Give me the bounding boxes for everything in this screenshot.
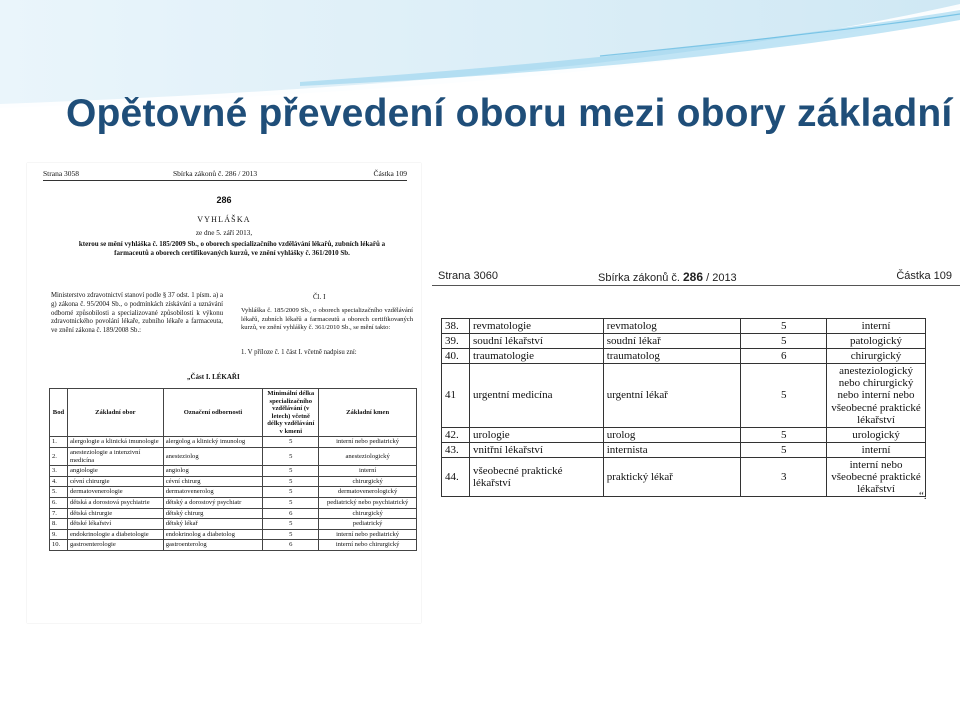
left-cell-delka: 5 <box>263 519 319 530</box>
left-cell-bod: 7. <box>50 508 68 519</box>
right-cell-bod: 41 <box>442 364 470 427</box>
right-cell-delka: 5 <box>741 364 827 427</box>
table-row <box>50 497 417 508</box>
left-th-bod: Bod <box>50 389 68 437</box>
table-row <box>442 334 926 349</box>
left-th-delka: Minimální délka specializačního vzdělávání (v letech) včetně délky vzdělávání v kmeni <box>263 389 319 437</box>
table-row <box>50 476 417 487</box>
left-doc-subtitle: kterou se mění vyhláška č. 185/2009 Sb., o oborech specializačního vzdělávání lékařů, zubních lékařů a farmaceutů a oborech certifikovaných kurzů, ve znění vyhlášky č. 361/2010 Sb. <box>78 240 386 258</box>
table-row <box>50 508 417 519</box>
right-doc-closing-quote: “. <box>919 490 927 502</box>
table-row <box>50 519 417 530</box>
left-cell-delka: 6 <box>263 508 319 519</box>
left-cell-kmen: anesteziologický <box>319 448 417 466</box>
left-cell-odbornost: endokrinolog a diabetolog <box>163 529 263 540</box>
left-cell-bod: 5. <box>50 487 68 498</box>
left-cell-kmen: pediatrický nebo psychiatrický <box>319 497 417 508</box>
right-cell-delka: 5 <box>741 442 827 457</box>
left-table-header-row <box>50 389 417 437</box>
left-cell-kmen: chirurgický <box>319 508 417 519</box>
slide-title: Opětovné převedení oboru mezi obory základní <box>66 92 953 135</box>
right-cell-delka: 3 <box>741 457 827 496</box>
left-cell-kmen: interní <box>319 466 417 477</box>
right-cell-odbornost: revmatolog <box>603 319 741 334</box>
left-cell-odbornost: angiolog <box>163 466 263 477</box>
right-doc-part: Částka 109 <box>896 270 952 282</box>
right-cell-odbornost: soudní lékař <box>603 334 741 349</box>
left-cell-kmen: interní nebo chirurgický <box>319 540 417 551</box>
table-row <box>442 319 926 334</box>
left-doc-intro: Ministerstvo zdravotnictví stanoví podle § 37 odst. 1 písm. a) a g) zákona č. 95/2004 Sb., o podmínkách získávání a uznávání odborné způsobilosti a specializované způsobilosti k výkonu zdravotnického povolání lékaře, zubního lékaře a farmaceuta, ve znění zákona č. 189/2008 Sb.: <box>51 292 223 335</box>
left-cell-obor: angiologie <box>67 466 163 477</box>
left-doc-part-label: „Část I. LÉKAŘI <box>187 373 240 381</box>
left-cell-odbornost: dětský a dorostový psychiatr <box>163 497 263 508</box>
table-row <box>442 427 926 442</box>
header-swoosh-decoration <box>0 0 960 160</box>
left-doc-date: ze dne 5. září 2013, <box>195 229 253 237</box>
left-cell-kmen: pediatrický <box>319 519 417 530</box>
right-doc-year: / 2013 <box>706 272 737 284</box>
right-cell-obor: traumatologie <box>469 349 603 364</box>
table-row <box>442 442 926 457</box>
right-cell-kmen: urologický <box>827 427 926 442</box>
left-cell-odbornost: dětský chirurg <box>163 508 263 519</box>
right-cell-bod: 38. <box>442 319 470 334</box>
right-cell-delka: 5 <box>741 334 827 349</box>
left-cell-bod: 1. <box>50 437 68 448</box>
left-cell-delka: 5 <box>263 437 319 448</box>
right-cell-odbornost: urolog <box>603 427 741 442</box>
table-row <box>50 437 417 448</box>
left-cell-obor: dermatovenerologie <box>67 487 163 498</box>
left-doc-annex-note: 1. V příloze č. 1 část I. včetně nadpisu zní: <box>241 349 357 356</box>
left-doc-collection: Sbírka zákonů č. 286 / 2013 <box>173 169 258 178</box>
right-cell-bod: 44. <box>442 457 470 496</box>
right-document-scan <box>428 263 960 513</box>
right-cell-obor: vnitřní lékařství <box>469 442 603 457</box>
right-cell-odbornost: urgentní lékař <box>603 364 741 427</box>
right-cell-delka: 5 <box>741 319 827 334</box>
left-cell-delka: 5 <box>263 476 319 487</box>
right-cell-bod: 43. <box>442 442 470 457</box>
right-doc-table <box>441 318 926 497</box>
table-row <box>50 448 417 466</box>
right-cell-odbornost: praktický lékař <box>603 457 741 496</box>
left-doc-title: VYHLÁŠKA <box>197 215 251 224</box>
left-document-scan <box>27 163 421 623</box>
left-th-kmen: Základní kmen <box>319 389 417 437</box>
right-cell-bod: 42. <box>442 427 470 442</box>
left-cell-bod: 4. <box>50 476 68 487</box>
left-cell-obor: gastroenterologie <box>67 540 163 551</box>
left-cell-bod: 9. <box>50 529 68 540</box>
right-cell-bod: 40. <box>442 349 470 364</box>
left-cell-delka: 6 <box>263 540 319 551</box>
left-doc-amendment: Vyhláška č. 185/2009 Sb., o oborech specializačního vzdělávání lékařů, zubních lékařů a farmaceutů a oborech certifikovaných kurzů, ve znění vyhlášky č. 361/2010 Sb., se mění takto: <box>241 307 413 332</box>
right-cell-obor: všeobecné praktické lékařství <box>469 457 603 496</box>
left-cell-odbornost: cévní chirurg <box>163 476 263 487</box>
left-doc-page: Strana 3058 <box>43 169 80 178</box>
left-cell-bod: 3. <box>50 466 68 477</box>
right-cell-kmen: anesteziologický nebo chirurgický nebo interní nebo všeobecné praktické lékařství <box>827 364 926 427</box>
right-cell-delka: 5 <box>741 427 827 442</box>
left-cell-obor: cévní chirurgie <box>67 476 163 487</box>
left-doc-header <box>43 169 407 179</box>
right-cell-kmen: interní <box>827 319 926 334</box>
left-doc-number: 286 <box>216 195 232 205</box>
left-cell-odbornost: dermatovenerolog <box>163 487 263 498</box>
left-cell-obor: dětská a dorostová psychiatrie <box>67 497 163 508</box>
right-cell-kmen: interní nebo všeobecné praktické lékařství <box>827 457 926 496</box>
left-cell-delka: 5 <box>263 466 319 477</box>
left-cell-delka: 5 <box>263 497 319 508</box>
right-cell-kmen: interní <box>827 442 926 457</box>
left-cell-obor: anesteziologie a intenzivní medicína <box>67 448 163 466</box>
left-cell-kmen: interní nebo pediatrický <box>319 529 417 540</box>
left-cell-kmen: interní nebo pediatrický <box>319 437 417 448</box>
left-cell-obor: alergologie a klinická imunologie <box>67 437 163 448</box>
table-row <box>50 466 417 477</box>
right-cell-odbornost: internista <box>603 442 741 457</box>
table-row <box>442 364 926 427</box>
left-doc-table <box>49 388 417 551</box>
right-cell-odbornost: traumatolog <box>603 349 741 364</box>
left-cell-kmen: chirurgický <box>319 476 417 487</box>
table-row <box>50 529 417 540</box>
right-cell-bod: 39. <box>442 334 470 349</box>
left-doc-header-rule <box>43 180 407 181</box>
right-doc-collection-prefix: Sbírka zákonů č. <box>598 272 680 284</box>
right-cell-kmen: patologický <box>827 334 926 349</box>
left-cell-obor: dětské lékařství <box>67 519 163 530</box>
table-row <box>442 457 926 496</box>
right-cell-obor: urologie <box>469 427 603 442</box>
right-cell-kmen: chirurgický <box>827 349 926 364</box>
left-cell-odbornost: alergolog a klinický imunolog <box>163 437 263 448</box>
left-cell-obor: dětská chirurgie <box>67 508 163 519</box>
right-cell-obor: soudní lékařství <box>469 334 603 349</box>
right-doc-header-rule <box>432 285 960 286</box>
left-cell-kmen: dermatovenerologický <box>319 487 417 498</box>
left-cell-delka: 5 <box>263 448 319 466</box>
table-row <box>50 487 417 498</box>
right-cell-obor: urgentní medicína <box>469 364 603 427</box>
right-cell-delka: 6 <box>741 349 827 364</box>
left-cell-bod: 2. <box>50 448 68 466</box>
right-doc-collection <box>598 270 737 284</box>
left-cell-obor: endokrinologie a diabetologie <box>67 529 163 540</box>
left-cell-bod: 6. <box>50 497 68 508</box>
left-doc-article: Čl. I <box>313 293 326 301</box>
right-cell-obor: revmatologie <box>469 319 603 334</box>
left-cell-delka: 5 <box>263 529 319 540</box>
left-cell-odbornost: anesteziolog <box>163 448 263 466</box>
table-row <box>50 540 417 551</box>
left-cell-bod: 10. <box>50 540 68 551</box>
left-cell-odbornost: dětský lékař <box>163 519 263 530</box>
left-th-obor: Základní obor <box>67 389 163 437</box>
left-cell-odbornost: gastroenterolog <box>163 540 263 551</box>
left-th-odbornost: Označení odbornosti <box>163 389 263 437</box>
left-cell-bod: 8. <box>50 519 68 530</box>
left-doc-part: Částka 109 <box>373 169 407 178</box>
right-doc-page: Strana 3060 <box>438 270 498 282</box>
table-row <box>442 349 926 364</box>
right-doc-number: 286 <box>683 270 704 284</box>
left-cell-delka: 5 <box>263 487 319 498</box>
